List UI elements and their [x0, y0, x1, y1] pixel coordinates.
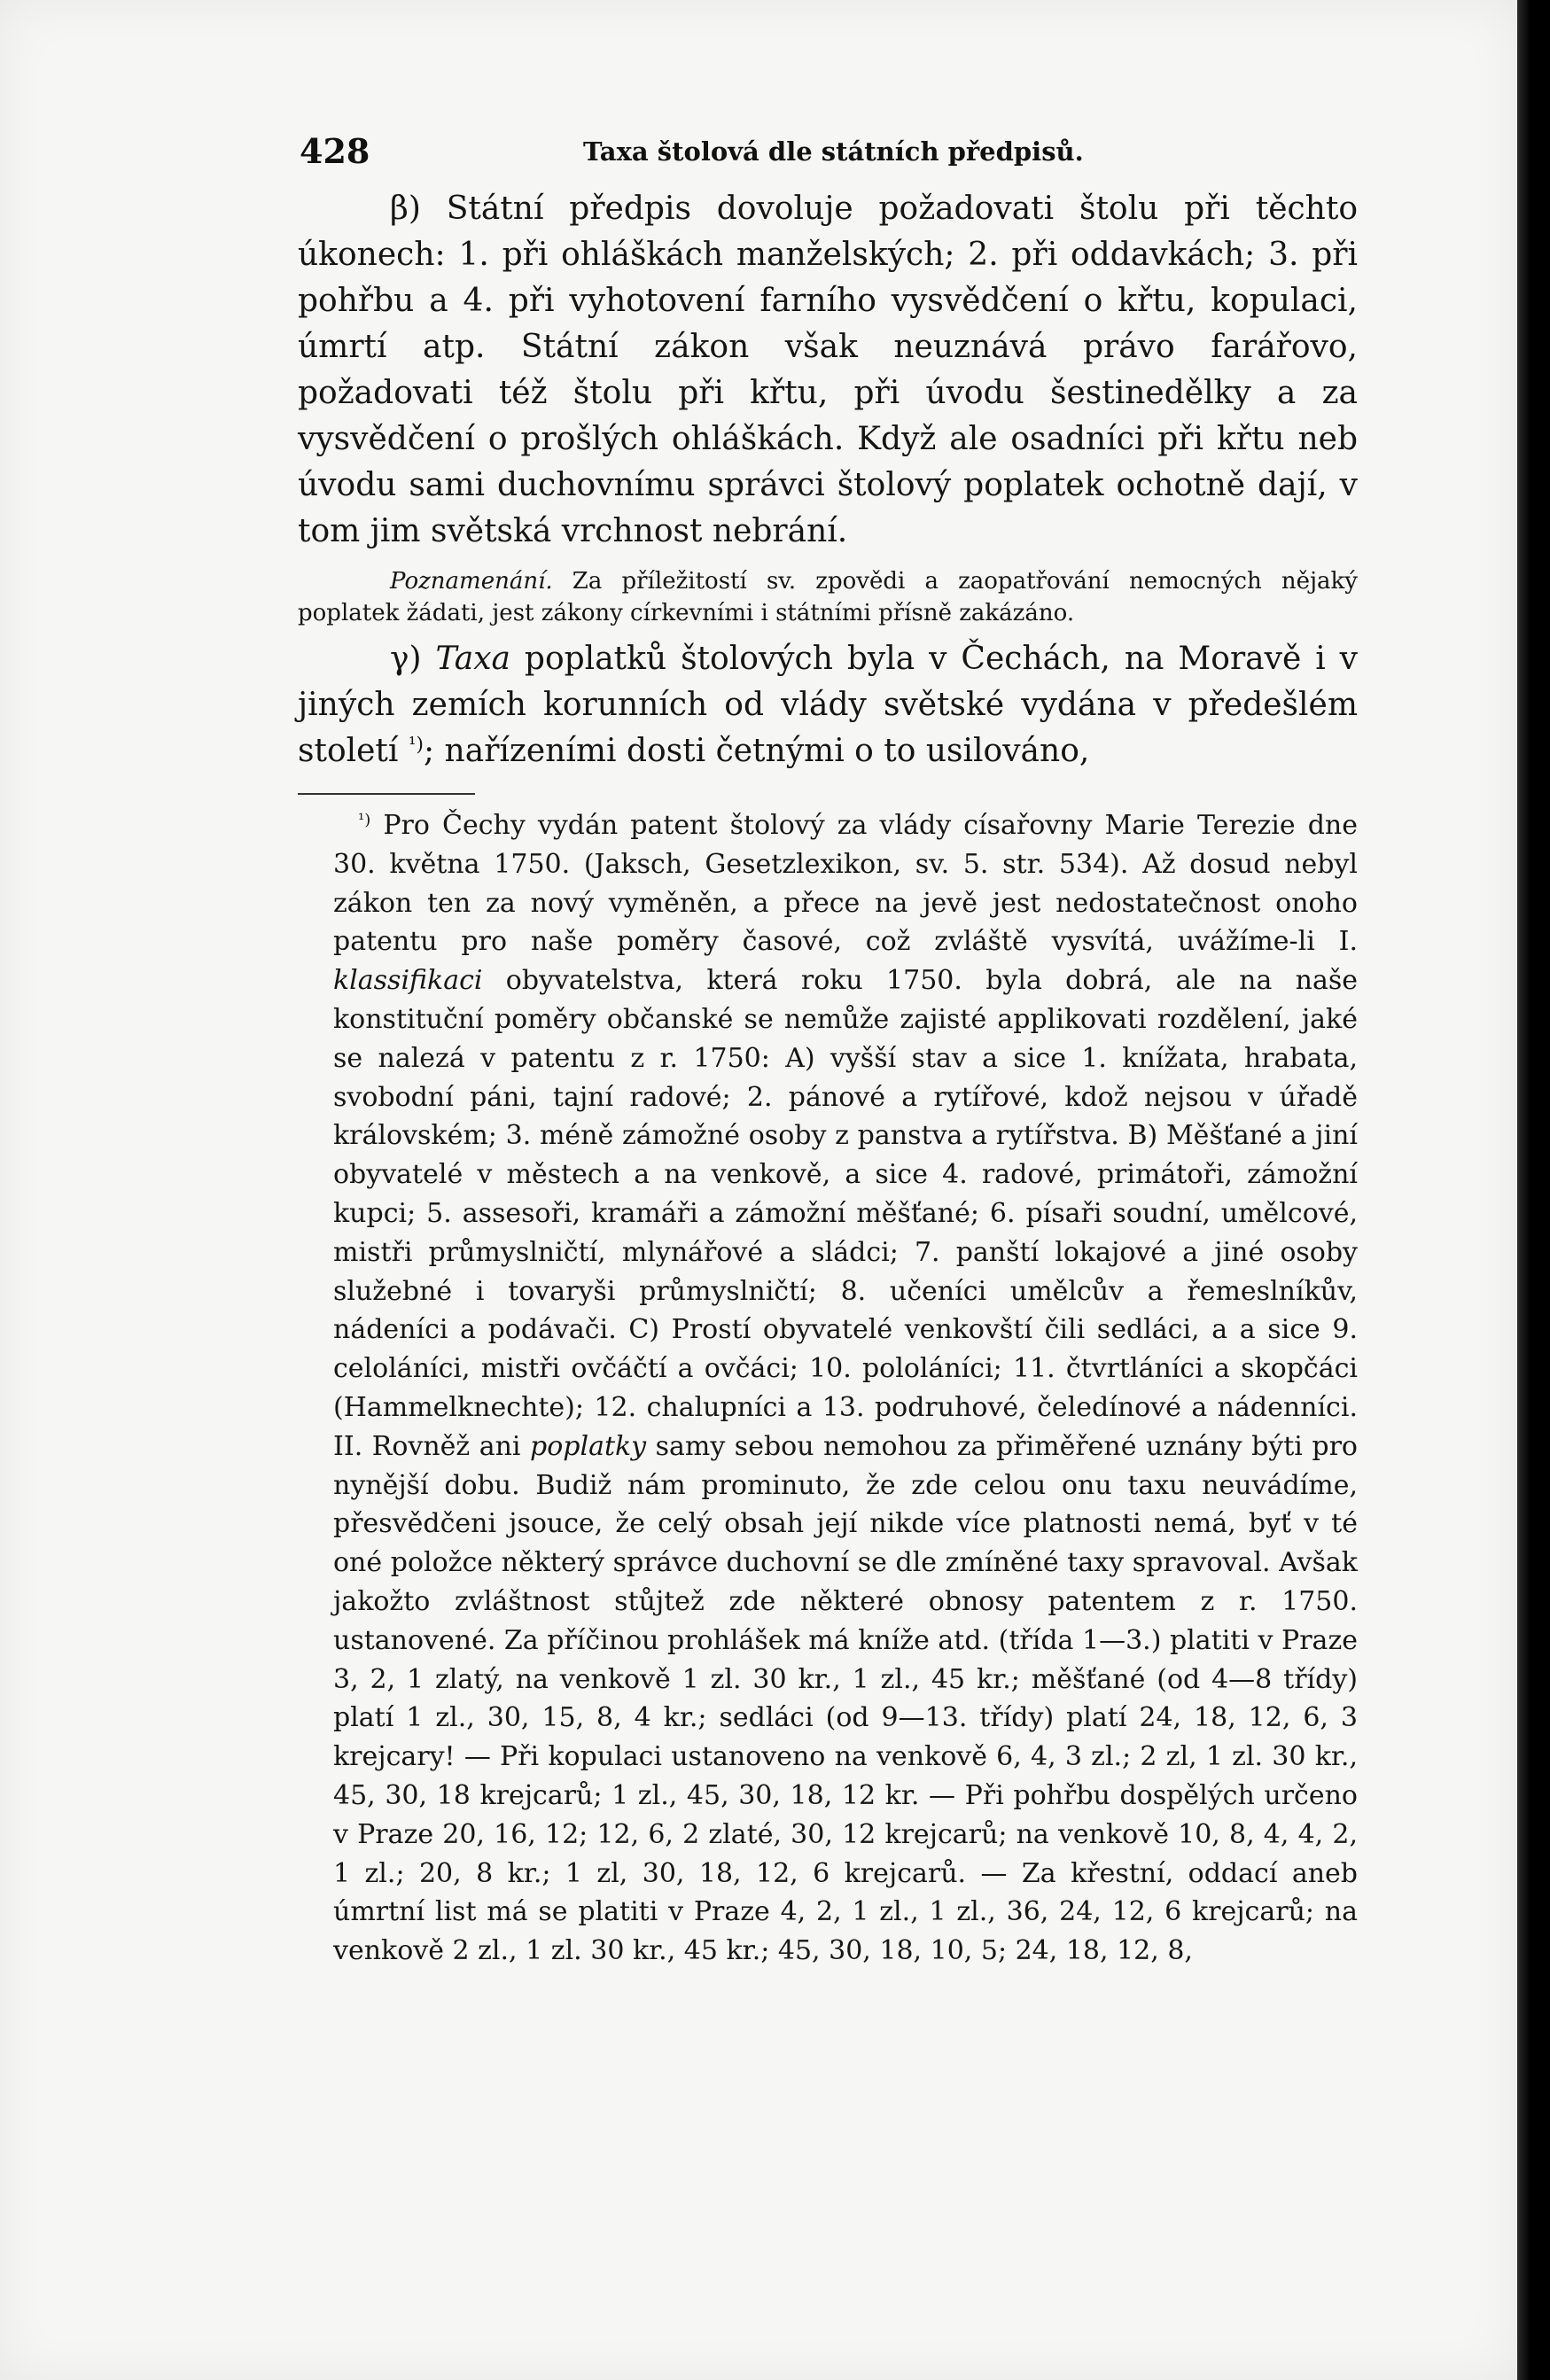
paragraph-gamma	[298, 636, 1358, 774]
gamma-text: poplatků štolových byla v Čechách, na Moravě i v jiných zemích korunních od vlády světské vydána v předešlém století	[298, 641, 1358, 769]
footnote-text-3: samy sebou nemohou za přiměřené uznány býti pro nynější dobu. Budiž nám prominuto, že zde celou onu taxu neuvádíme, přesvědčeni jsouce, že celý obsah její nikde více platnosti nemá, byť v té oné položce některý správce duchovní se dle zmíněné taxy spravoval. Avšak jakožto zvláštnost stůjtež zde některé obnosy patentem z r. 1750. ustanovené. Za příčinou prohlášek má kníže atd. (třída 1—3.) platiti v Praze 3, 2, 1 zlatý, na venkově 1 zl. 30 kr., 1 zl., 45 kr.; měšťané (od 4—8 třídy) platí 1 zl., 30, 15, 8, 4 kr.; sedláci (od 9—13. třídy) platí 24, 18, 12, 6, 3 krejcary! — Při kopulaci ustanoveno na venkově 6, 4, 3 zl.; 2 zl, 1 zl. 30 kr., 45, 30, 18 krejcarů; 1 zl., 45, 30, 18, 12 kr. — Při pohřbu dospělých určeno v Praze 20, 16, 12; 12, 6, 2 zlaté, 30, 12 krejcarů; na venkově 10, 8, 4, 4, 2, 1 zl.; 20, 8 kr.; 1 zl, 30, 18, 12, 6 krejcarů. — Za křestní, oddací aneb úmrtní list má se platiti v Praze 4, 2, 1 zl., 1 zl., 36, 24, 12, 6 krejcarů; na venkově 2 zl., 1 zl. 30 kr., 45 kr.; 45, 30, 18, 10, 5; 24, 18, 12, 8,	[333, 1430, 1358, 1967]
footnote-text-2: obyvatelstva, která roku 1750. byla dobrá, ale na naše konstituční poměry občanské se nemůže zajisté applikovati rozdělení, jaké se nalezá v patentu z r. 1750: A) vyšší stav a sice 1. knížata, hrabata, svobodní páni, tajní radové; 2. pánové a rytířové, kdož nejsou v úřadě královském; 3. méně zámožné osoby z panstva a rytířstva. B) Měšťané a jiní obyvatelé v městech a na venkově, a sice 4. radové, primátoři, zámožní kupci; 5. assesoři, kramáři a zámožní měšťané; 6. písaři soudní, umělcové, mistři průmyslničtí, mlynářové a sládci; 7. panští lokajové a jiné osoby služebné i tovaryši průmyslničtí; 8. učeníci umělcův a řemeslníkův, nádeníci a podávači. C) Prostí obyvatelé venkovští čili sedláci, a a sice 9. celoláníci, mistři ovčáčtí a ovčáci; 10. pololáníci; 11. čtvrtláníci a skopčáci (Hammelknechte); 12. chalupníci a 13. podruhové, čeledínové a nádenníci. II. Rovněž ani	[333, 965, 1358, 1462]
gamma-end: ; nařízeními dosti četnými o to usilováno,	[423, 733, 1090, 769]
footnote-marker: ¹)	[358, 811, 371, 830]
gamma-italic: Taxa	[435, 641, 510, 677]
main-text	[298, 186, 1358, 774]
footnotes	[333, 806, 1358, 1971]
footnote-italic-1: klassifikaci	[333, 965, 483, 997]
running-head: Taxa štolová dle státních předpisů.	[583, 136, 1084, 167]
scan-edge	[1517, 0, 1550, 2380]
footnote-reference: ¹)	[408, 734, 424, 757]
note-label: Poznamenání.	[390, 568, 553, 595]
footnote-italic-2: poplatky	[530, 1430, 647, 1462]
note-paragraph	[298, 565, 1358, 629]
note-text: Za příležitostí sv. zpovědi a zaopatřování nemocných nějaký poplatek žádati, jest zákony církevními i státními přísně zakázáno.	[298, 568, 1358, 626]
gamma-label: γ)	[390, 641, 422, 677]
page-number: 428	[300, 131, 370, 171]
footnote-divider	[298, 793, 475, 795]
page-header	[300, 131, 1363, 172]
footnote-1	[333, 806, 1358, 1971]
footnote-text-1: Pro Čechy vydán patent štolový za vlády císařovny Marie Terezie dne 30. května 1750. (Jaksch, Gesetzlexikon, sv. 5. str. 534). Až dosud nebyl zákon ten za nový vyměněn, a přece na jevě jest nedostatečnost onoho patentu pro naše poměry časové, což zvláště vysvítá, uvážíme-li I.	[333, 810, 1358, 958]
paragraph-beta: β) Státní předpis dovoluje požadovati štolu při těchto úkonech: 1. při ohláškách manželských; 2. při oddavkách; 3. při pohřbu a 4. při vyhotovení farního vysvědčení o křtu, kopulaci, úmrtí atp. Státní zákon však neuznává právo farářovo, požadovati též štolu při křtu, při úvodu šestinedělky a za vysvědčení o prošlých ohláškách. Když ale osadníci při křtu neb úvodu sami duchovnímu správci štolový poplatek ochotně dají, v tom jim světská vrchnost nebrání.	[298, 191, 1358, 549]
